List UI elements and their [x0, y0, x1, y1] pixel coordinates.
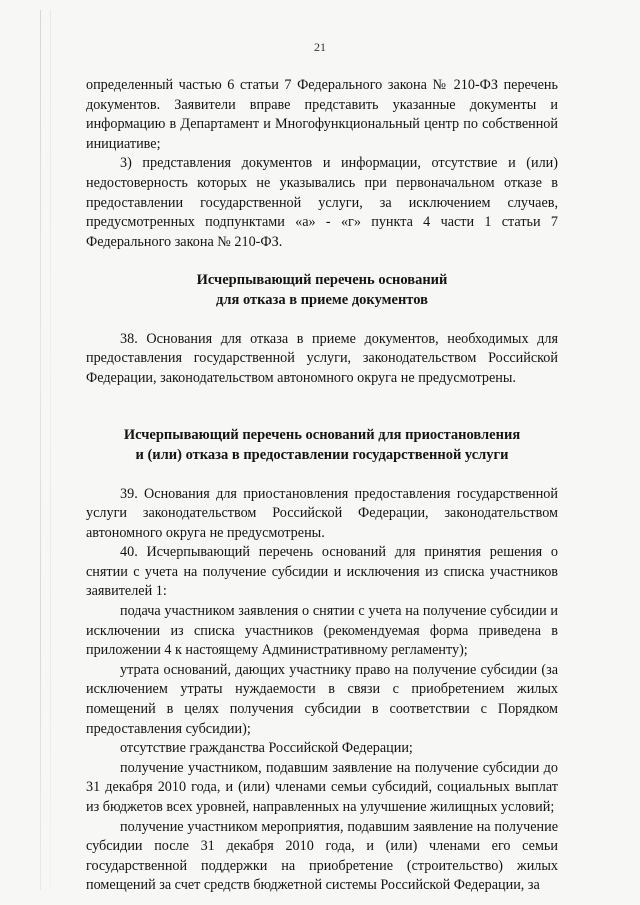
- section-heading-line: для отказа в приеме документов: [216, 291, 428, 308]
- scan-margin-line: [40, 10, 41, 890]
- section-heading-line: Исчерпывающий перечень оснований для приостановления: [123, 427, 521, 444]
- section-heading-line: Исчерпывающий перечень оснований: [196, 272, 448, 289]
- paragraph: утрата оснований, дающих участнику право на получение субсидии (за исключением утраты нуждаемости в связи с приобретением жилых помещений в целях получения субсидии в соответствии с Порядком предоставления субсидии);: [86, 661, 558, 737]
- paragraph: определенный частью 6 статьи 7 Федерального закона № 210-ФЗ перечень документов. Заявители вправе представить указанные документы и информацию в Департамент и Многофункциональный центр по собственной инициативе;: [86, 77, 558, 152]
- paragraph: 3) представления документов и информации, отсутствие и (или) недостоверность которых не указывались при первоначальном отказе в предоставлении государственной услуги, за исключением случаев, предусмотренных подпунктами «а» - «г» пункта 4 части 1 статьи 7 Федерального закона № 210-ФЗ.: [86, 155, 558, 250]
- section-heading-line: и (или) отказа в предоставлении государственной услуги: [135, 446, 509, 463]
- paragraph: 40. Исчерпывающий перечень оснований для принятия решения о снятии с учета на получение субсидии и исключения из списка участников заявителей 1:: [86, 544, 558, 600]
- paragraph: получение участником мероприятия, подавшим заявление на получение субсидии после 31 декабря 2010 года, и (или) членами его семьи государственной поддержки на приобретение (строительство) жилых помещений за счет средств бюджетной системы Российской Федерации, за: [86, 818, 558, 894]
- paragraph: 39. Основания для приостановления предоставления государственной услуги законодательством Российской Федерации, законодательством автономного округа не предусмотрены.: [86, 485, 558, 541]
- paragraph: отсутствие гражданства Российской Федерации;: [120, 740, 413, 757]
- paragraph: получение участником, подавшим заявление на получение субсидии до 31 декабря 2010 года, и (или) членами семьи субсидий, социальных выплат из бюджетов всех уровней, направленных на улучшение жилищных условий;: [86, 759, 558, 815]
- scan-margin-line: [50, 10, 51, 890]
- page-number: 21: [314, 40, 326, 54]
- paragraph: 38. Основания для отказа в приеме документов, необходимых для предоставления государственной услуги, законодательством Российской Федерации, законодательством автономного округа не предусмотрены.: [86, 330, 558, 386]
- document-body: [86, 76, 558, 896]
- paragraph: подача участником заявления о снятии с учета на получение субсидии и исключении из списка участников (рекомендуемая форма приведена в приложении 4 к настоящему Административному регламенту);: [86, 603, 558, 659]
